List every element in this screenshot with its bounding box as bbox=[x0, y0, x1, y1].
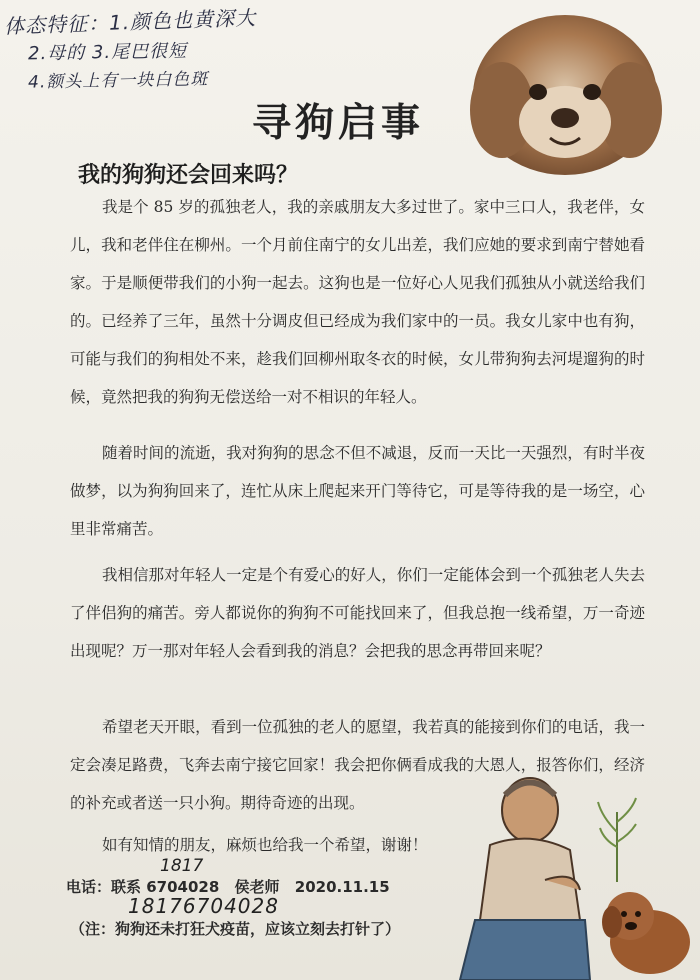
handwritten-phone-prefix: 1817 bbox=[160, 856, 204, 876]
handwritten-note-line-2: 2.母的 3.尾巴很短 bbox=[27, 40, 188, 65]
paragraph-2: 随着时间的流逝，我对狗狗的思念不但不减退，反而一天比一天强烈，有时半夜做梦，以为狗狗回来了，连忙从床上爬起来开门等待它，可是等待我的是一场空，心里非常痛苦。 bbox=[70, 444, 645, 538]
handwritten-note-line-3: 4.额头上有一块白色斑 bbox=[27, 69, 209, 93]
old-man-illustration bbox=[450, 770, 600, 980]
dog-portrait-illustration bbox=[440, 0, 680, 190]
contact-phone: 电话：联系 6704028 bbox=[66, 878, 220, 896]
paragraph-1: 我是个 85 岁的孤独老人，我的亲戚朋友大多过世了。家中三口人，我老伴，女儿，我和老伴住在柳州。一个月前住南宁的女儿出差，我们应她的要求到南宁替她看家。于是顺便带我们的小狗一起去。这狗也是一位好心人见我们孤独从小就送给我们的。已经养了三年，虽然十分调皮但已经成为我们家中的一员。我女儿家中也有狗，可能与我们的狗相处不来，趁我们回柳州取冬衣的时候，女儿带狗狗去河堤遛狗的时候，竟然把我的狗狗无偿送给一对不相识的年轻人。 bbox=[70, 198, 645, 406]
small-dog-illustration bbox=[592, 880, 700, 980]
subtitle: 我的狗狗还会回来吗？ bbox=[78, 163, 299, 188]
vaccine-note: （注：狗狗还未打狂犬疫苗，应该立刻去打针了） bbox=[70, 920, 401, 938]
handwritten-note-line-1: 体态特征：1.颜色也黄深大 bbox=[3, 5, 257, 39]
paragraph-3: 我相信那对年轻人一定是个有爱心的好人，你们一定能体会到一个孤独老人失去了伴侣狗的痛苦。旁人都说你的狗狗不可能找回来了，但我总抱一线希望，万一奇迹出现呢？万一那对年轻人会看到我的消息？会把我的思念再带回来呢？ bbox=[70, 566, 645, 660]
plant-illustration bbox=[592, 792, 642, 882]
page-title: 寻狗启事 bbox=[252, 101, 425, 146]
contact-name: 侯老师 bbox=[234, 878, 280, 896]
handwritten-phone-number: 18176704028 bbox=[128, 894, 279, 918]
contact-date: 2020.11.15 bbox=[294, 878, 390, 896]
paragraph-5: 如有知情的朋友，麻烦也给我一个希望，谢谢！ bbox=[102, 836, 428, 854]
paragraph-4: 希望老天开眼，看到一位孤独的老人的愿望，我若真的能接到你们的电话，我一定会凑足路费，飞奔去南宁接它回家！我会把你俩看成我的大恩人，报答你们，经济的补充或者送一只小狗。期待奇迹的出现。 bbox=[70, 718, 645, 812]
